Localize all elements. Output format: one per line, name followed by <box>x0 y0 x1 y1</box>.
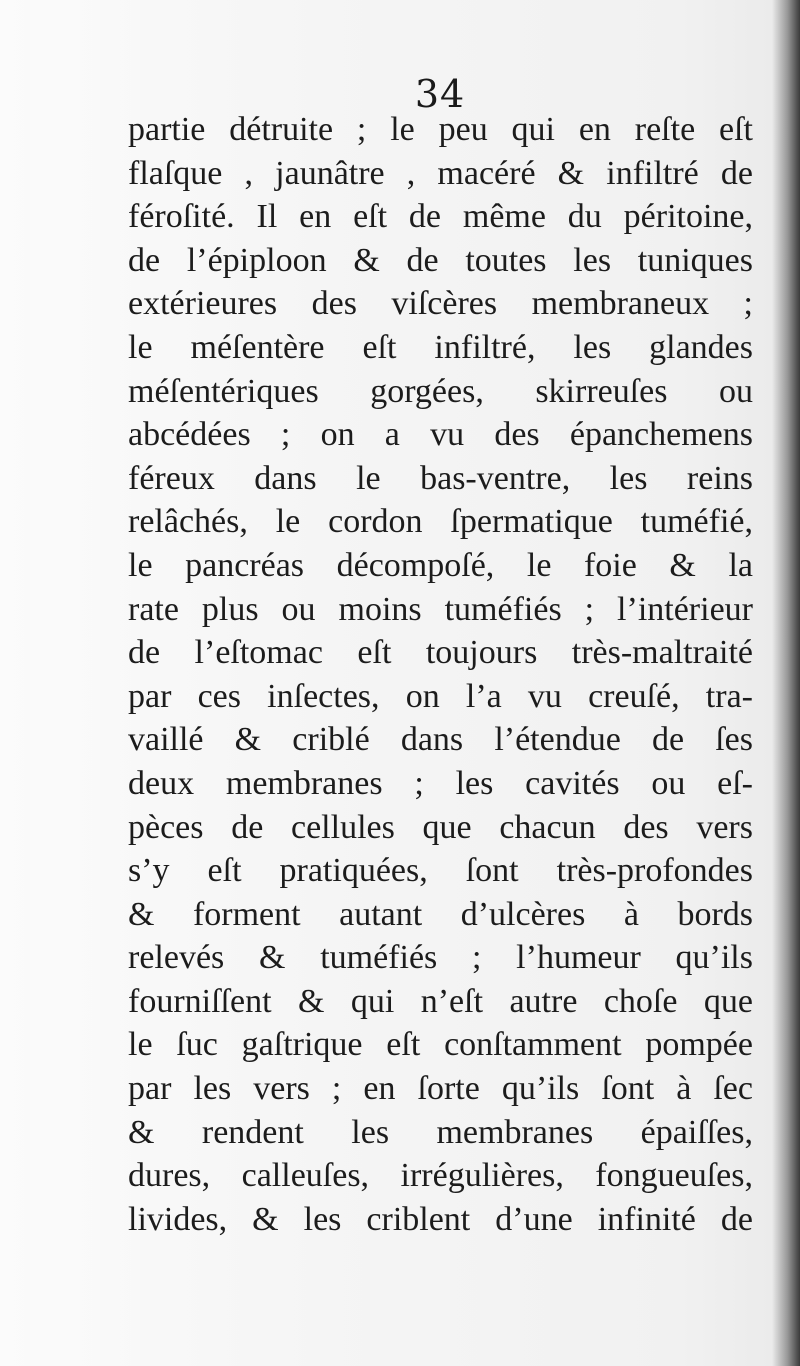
text-line: de l’épiploon & de toutes les tuniques <box>128 241 753 279</box>
text-line: s’y eſt pratiquées, ſont très-profondes <box>128 852 753 890</box>
text-line: relâchés, le cordon ſpermatique tuméfié, <box>128 503 753 541</box>
text-line: féroſité. Il en eſt de même du péritoine, <box>128 198 753 236</box>
binding-shadow <box>772 0 800 1366</box>
text-line: deux membranes ; les cavités ou eſ- <box>128 764 753 802</box>
page-number: 34 <box>414 72 466 116</box>
text-line: le ſuc gaſtrique eſt conſtamment pompée <box>128 1026 753 1064</box>
text-line: méſentériques gorgées, skirreuſes ou <box>128 372 753 410</box>
text-line: pèces de cellules que chacun des vers <box>128 808 753 846</box>
text-line: par les vers ; en ſorte qu’ils ſont à ſec <box>128 1070 753 1108</box>
text-line: abcédées ; on a vu des épanchemens <box>128 416 753 454</box>
text-line: & rendent les membranes épaiſſes, <box>128 1113 753 1151</box>
text-line: de l’eſtomac eſt toujours très-maltraité <box>128 634 753 672</box>
body-text <box>128 108 753 1241</box>
text-line: par ces inſectes, on l’a vu creuſé, tra- <box>128 677 753 715</box>
text-line: fourniſſent & qui n’eſt autre choſe que <box>128 982 753 1020</box>
text-line: relevés & tuméfiés ; l’humeur qu’ils <box>128 939 753 977</box>
text-line: rate plus ou moins tuméfiés ; l’intérieur <box>128 590 753 628</box>
text-line: partie détruite ; le peu qui en reſte eſt <box>128 111 753 148</box>
text-line: extérieures des viſcères membraneux ; <box>128 285 753 323</box>
text-line: féreux dans le bas-ventre, les reins <box>128 459 753 497</box>
text-line: & forment autant d’ulcères à bords <box>128 895 753 933</box>
text-line: dures, calleuſes, irrégulières, fongueuſes, <box>128 1157 753 1195</box>
text-line: livides, & les criblent d’une infinité de <box>128 1200 753 1238</box>
text-line: le méſentère eſt infiltré, les glandes <box>128 328 753 366</box>
text-line: vaillé & criblé dans l’étendue de ſes <box>128 721 753 759</box>
text-line: flaſque , jaunâtre , macéré & infiltré de <box>128 154 753 192</box>
text-line: le pancréas décompoſé, le foie & la <box>128 546 753 584</box>
